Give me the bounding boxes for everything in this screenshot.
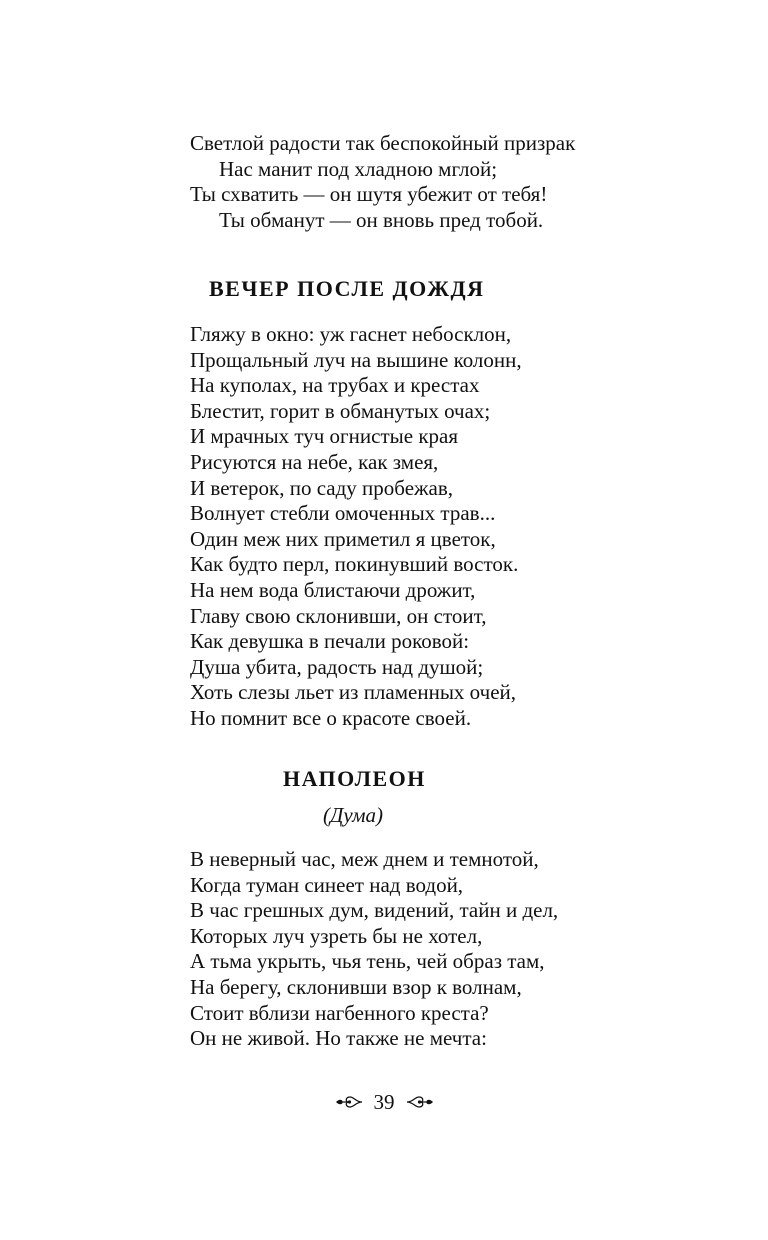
verse-line: Когда туман синеет над водой,	[190, 872, 464, 897]
poem-napoleon-body	[190, 847, 650, 1052]
verse-line: Один меж них приметил я цветок,	[190, 526, 496, 551]
verse-line: Прощальный луч на вышине колонн,	[190, 347, 522, 372]
verse-line: На нем вода блистаючи дрожит,	[190, 577, 476, 602]
page-number: 39	[373, 1090, 395, 1114]
fleuron-left-icon	[334, 1093, 364, 1111]
verse-line: Светлой радости так беспокойный призрак	[190, 131, 576, 155]
verse-line: Хоть слезы льет из пламенных очей,	[190, 680, 517, 705]
verse-line: На куполах, на трубах и крестах	[190, 373, 480, 398]
verse-line: В неверный час, меж днем и темнотой,	[190, 847, 539, 871]
verse-line: На берегу, склонивши взор к волнам,	[190, 974, 522, 999]
verse-line: Как девушка в печали роковой:	[190, 629, 470, 654]
verse-line: И мрачных туч огнистые края	[190, 424, 459, 449]
verse-line: Ты обманут — он вновь пред тобой.	[219, 207, 544, 232]
poem-subtitle: (Дума)	[323, 803, 384, 827]
verse-line: Волнует стебли омоченных трав...	[190, 501, 496, 526]
verse-line: Блестит, горит в обманутых очах;	[190, 398, 491, 423]
verse-line: Которых луч узреть бы не хотел,	[190, 923, 483, 948]
poem-continuation	[190, 131, 650, 233]
page-footer	[0, 1088, 768, 1116]
poem-evening-body	[190, 322, 650, 732]
verse-line: В час грешных дум, видений, тайн и дел,	[190, 898, 559, 923]
verse-line: Он не живой. Но также не мечта:	[190, 1026, 487, 1051]
verse-line: Гляжу в окно: уж гаснет небосклон,	[190, 322, 512, 346]
verse-line: Нас манит под хладною мглой;	[219, 156, 498, 181]
verse-line: Главу свою склонивши, он стоит,	[190, 603, 487, 628]
verse-line: А тьма укрыть, чья тень, чей образ там,	[190, 949, 545, 974]
poem-title-napoleon: НАПОЛЕОН	[283, 766, 426, 791]
fleuron-right-icon	[405, 1093, 435, 1111]
verse-line: Как будто перл, покинувший восток.	[190, 552, 519, 577]
verse-line: Стоит вблизи нагбенного креста?	[190, 1000, 489, 1025]
verse-line: Душа убита, радость над душой;	[190, 654, 484, 679]
verse-line: Ты схватить — он шутя убежит от тебя!	[190, 182, 548, 207]
poem-title-evening: ВЕЧЕР ПОСЛЕ ДОЖДЯ	[209, 276, 485, 301]
verse-line: Но помнит все о красоте своей.	[190, 705, 472, 730]
verse-line: Рисуются на небе, как змея,	[190, 449, 439, 474]
verse-line: И ветерок, по саду пробежав,	[190, 475, 454, 500]
